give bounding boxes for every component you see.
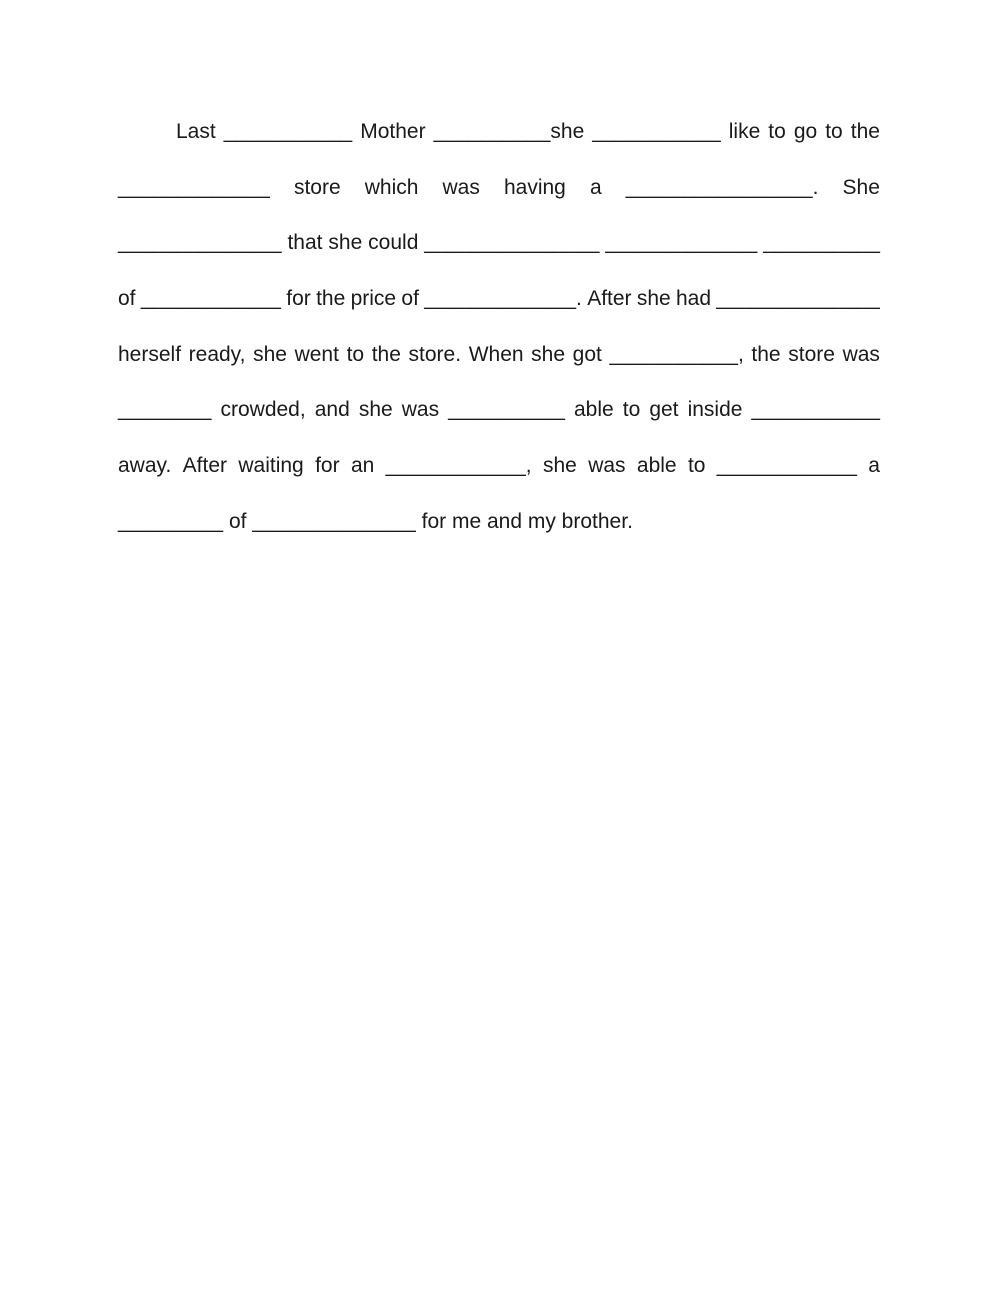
word: of bbox=[401, 287, 419, 311]
closing-sentence: _________ of ______________ for me and my brother. bbox=[118, 509, 633, 533]
passage-line-2 bbox=[118, 160, 880, 216]
passage-line-6 bbox=[118, 382, 880, 438]
word: price bbox=[350, 287, 397, 311]
blank[interactable]: _______________ bbox=[424, 231, 600, 255]
word: like bbox=[728, 120, 761, 143]
word: she bbox=[328, 231, 363, 255]
word: was bbox=[442, 175, 480, 199]
passage-line-8 bbox=[118, 494, 880, 550]
word: herself bbox=[118, 342, 182, 366]
word: to bbox=[346, 342, 365, 366]
blank[interactable]: ___________ bbox=[592, 120, 721, 143]
blank[interactable]: ___________ bbox=[223, 120, 353, 143]
word: which bbox=[364, 175, 419, 199]
word: she bbox=[636, 287, 671, 311]
word: got bbox=[572, 342, 602, 366]
word: to bbox=[687, 454, 706, 478]
blank[interactable]: ______________ bbox=[716, 287, 880, 311]
blank[interactable]: ______________ bbox=[118, 231, 282, 255]
word: the bbox=[316, 287, 346, 311]
word: away. bbox=[118, 454, 172, 478]
blank[interactable]: ___________ bbox=[751, 398, 880, 422]
passage-line-5 bbox=[118, 327, 880, 383]
word: could bbox=[368, 231, 419, 255]
word: to bbox=[768, 120, 786, 143]
word: waiting bbox=[238, 454, 304, 478]
word: When bbox=[468, 342, 524, 366]
word: get bbox=[649, 398, 679, 422]
word: crowded, bbox=[220, 398, 306, 422]
word: was bbox=[401, 398, 440, 422]
word: the bbox=[850, 120, 880, 143]
word: After bbox=[182, 454, 228, 478]
word: went bbox=[294, 342, 339, 366]
word: store. bbox=[408, 342, 462, 366]
word: she bbox=[531, 342, 566, 366]
word: she bbox=[253, 342, 287, 366]
word: She bbox=[842, 175, 880, 199]
blank[interactable]: _____________ bbox=[605, 231, 758, 255]
word: an bbox=[350, 454, 375, 478]
word: a bbox=[589, 175, 602, 199]
word: to bbox=[825, 120, 843, 143]
word: the bbox=[751, 342, 781, 366]
word: for bbox=[286, 287, 311, 311]
blank[interactable]: ___________, bbox=[609, 342, 744, 366]
word: inside bbox=[687, 398, 743, 422]
passage-line-1 bbox=[118, 104, 880, 160]
word: a bbox=[868, 454, 880, 478]
blank[interactable]: _____________. bbox=[424, 287, 582, 311]
word: ready, bbox=[188, 342, 246, 366]
blank[interactable]: _____________ bbox=[118, 175, 270, 199]
word: store bbox=[788, 342, 835, 366]
passage-line-7 bbox=[118, 438, 880, 494]
word: Last bbox=[176, 120, 216, 143]
word: of bbox=[118, 287, 136, 311]
word: had bbox=[676, 287, 712, 311]
word: for bbox=[315, 454, 340, 478]
word: and bbox=[314, 398, 350, 422]
blank[interactable]: __________she bbox=[433, 120, 585, 143]
blank[interactable]: ________________. bbox=[625, 175, 819, 199]
blank[interactable]: ____________, bbox=[385, 454, 532, 478]
word: able bbox=[636, 454, 677, 478]
fill-in-the-blank-passage bbox=[118, 104, 880, 550]
word: After bbox=[587, 287, 632, 311]
word: able bbox=[574, 398, 614, 422]
word: Mother bbox=[360, 120, 426, 143]
word: the bbox=[371, 342, 401, 366]
word: store bbox=[293, 175, 341, 199]
blank[interactable]: ____________ bbox=[140, 287, 281, 311]
word: she bbox=[542, 454, 577, 478]
blank[interactable]: ________ bbox=[118, 398, 212, 422]
passage-line-4 bbox=[118, 271, 880, 327]
word: she bbox=[358, 398, 393, 422]
word: to bbox=[622, 398, 641, 422]
blank[interactable]: ____________ bbox=[716, 454, 857, 478]
blank[interactable]: __________ bbox=[763, 231, 880, 255]
word: go bbox=[793, 120, 818, 143]
word: having bbox=[503, 175, 566, 199]
blank[interactable]: __________ bbox=[448, 398, 565, 422]
word: was bbox=[842, 342, 880, 366]
word: that bbox=[287, 231, 323, 255]
passage-line-3 bbox=[118, 215, 880, 271]
word: was bbox=[588, 454, 626, 478]
